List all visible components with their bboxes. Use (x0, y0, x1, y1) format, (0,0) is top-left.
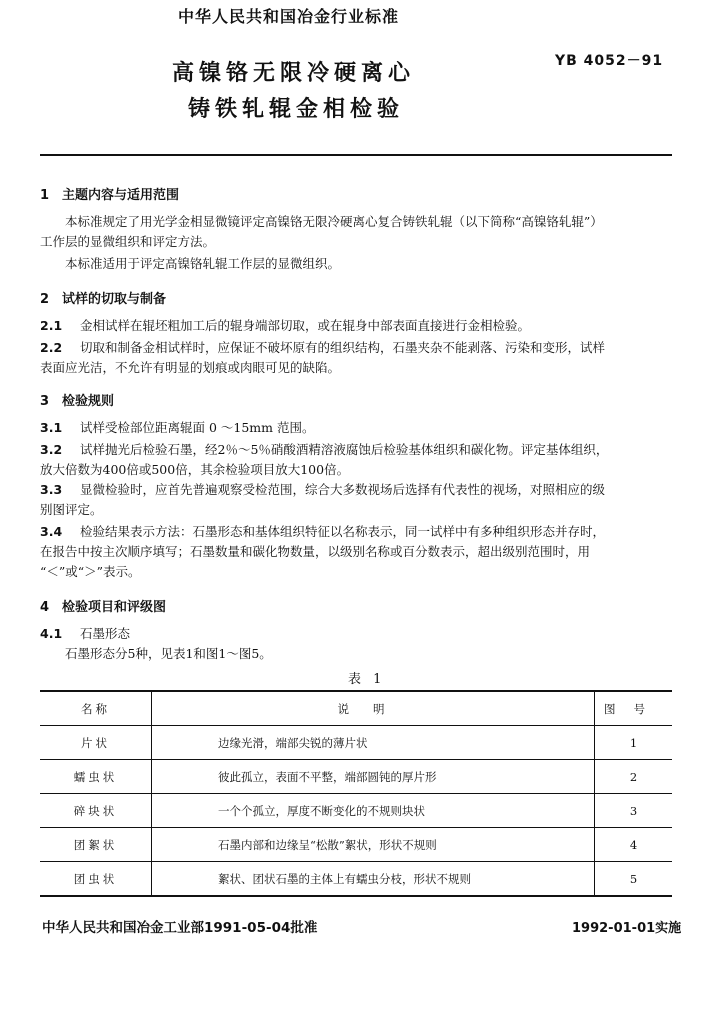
table-cell-name: 团虫状 (40, 862, 152, 897)
table-cell-description: 边缘光滑，端部尖锐的薄片状 (152, 726, 595, 760)
section-1-paragraph-1-line-1: 本标准规定了用光学金相显微镜评定高镍铬无限冷硬离心复合铸铁轧辊（以下简称“高镍铬轧辊”） (65, 214, 603, 229)
clause-3-1-number: 3.1 (40, 420, 63, 435)
table-cell-figure: 5 (595, 862, 673, 897)
clause-4-1-number: 4.1 (40, 626, 63, 641)
section-1-paragraph-2: 本标准适用于评定高镍铬轧辊工作层的显微组织。 (65, 256, 341, 271)
section-2-heading: 2 试样的切取与制备 (40, 292, 167, 307)
clause-4-1-title: 石墨形态 (80, 626, 131, 641)
table-cell-name: 蠕虫状 (40, 760, 152, 794)
table-header-figure-number: 图号 (595, 691, 673, 726)
table-cell-description: 石墨内部和边缘呈“松散”絮状，形状不规则 (152, 828, 595, 862)
clause-2-2-number: 2.2 (40, 340, 63, 355)
clause-4-1-text: 石墨形态分5种，见表1和图1～图5。 (65, 646, 272, 661)
header-divider (40, 154, 672, 156)
document-title-line2: 铸铁轧辊金相检验 (188, 97, 405, 122)
table-header-description: 说明 (152, 691, 595, 726)
table-cell-description: 絮状、团状石墨的主体上有蠕虫分枝，形状不规则 (152, 862, 595, 897)
table-row (40, 828, 672, 862)
table-header-name: 名称 (40, 691, 152, 726)
table-row (40, 794, 672, 828)
clause-3-3-number: 3.3 (40, 482, 63, 497)
table-row (40, 726, 672, 760)
section-1-heading: 1 主题内容与适用范围 (40, 188, 180, 203)
table-cell-description: 彼此孤立，表面不平整，端部圆钝的厚片形 (152, 760, 595, 794)
table-row (40, 862, 672, 897)
section-1-paragraph-1-line-2: 工作层的显微组织和评定方法。 (40, 234, 216, 249)
table-cell-description: 一个个孤立，厚度不断变化的不规则块状 (152, 794, 595, 828)
section-4-heading: 4 检验项目和评级图 (40, 600, 167, 615)
clause-3-2-line-1: 试样抛光后检验石墨，经2％～5％硝酸酒精溶液腐蚀后检验基体组织和碳化物。评定基体组织， (80, 442, 609, 457)
clause-2-1-number: 2.1 (40, 318, 63, 333)
clause-3-1-text: 试样受检部位距离辊面 0 ～15mm 范围。 (80, 420, 315, 435)
document-title-line1: 高镍铬无限冷硬离心 (172, 61, 416, 86)
table-1 (40, 690, 672, 897)
section-3-heading: 3 检验规则 (40, 394, 115, 409)
clause-3-2-number: 3.2 (40, 442, 63, 457)
table-cell-name: 片状 (40, 726, 152, 760)
table-cell-figure: 2 (595, 760, 673, 794)
clause-2-2-line-1: 切取和制备金相试样时，应保证不破坏原有的组织结构，石墨夹杂不能剥落、污染和变形，试样 (80, 340, 606, 355)
implementation-date: 1992-01-01实施 (572, 921, 682, 936)
clause-2-2-line-2: 表面应光洁，不允许有明显的划痕或肉眼可见的缺陷。 (40, 360, 341, 375)
clause-3-3-line-2: 别图评定。 (40, 502, 103, 517)
table-cell-name: 碎块状 (40, 794, 152, 828)
clause-3-4-number: 3.4 (40, 524, 63, 539)
clause-3-4-line-1: 检验结果表示方法：石墨形态和基体组织特征以名称表示，同一试样中有多种组织形态并存时， (80, 524, 606, 539)
table-header-row (40, 691, 672, 726)
clause-3-3-line-1: 显微检验时，应首先普遍观察受检范围，综合大多数视场后选择有代表性的视场，对照相应的级 (80, 482, 606, 497)
table-cell-name: 团絮状 (40, 828, 152, 862)
clause-3-4-line-2: 在报告中按主次顺序填写；石墨数量和碳化物数量，以级别名称或百分数表示，超出级别范围时，用 (40, 544, 591, 559)
table-cell-figure: 3 (595, 794, 673, 828)
approval-statement: 中华人民共和国冶金工业部1991-05-04批准 (42, 920, 318, 936)
clause-2-1-text: 金相试样在辊坯粗加工后的辊身端部切取，或在辊身中部表面直接进行金相检验。 (80, 318, 531, 333)
clause-3-2-line-2: 放大倍数为400倍或500倍，其余检验项目放大100倍。 (40, 462, 350, 477)
table-cell-figure: 1 (595, 726, 673, 760)
table-1-caption: 表 1 (348, 672, 386, 687)
clause-3-4-line-3: “＜”或“＞”表示。 (40, 564, 141, 579)
standard-code: YB 4052－91 (555, 53, 664, 69)
standard-body-header: 中华人民共和国冶金行业标准 (178, 7, 400, 26)
table-cell-figure: 4 (595, 828, 673, 862)
table-row (40, 760, 672, 794)
